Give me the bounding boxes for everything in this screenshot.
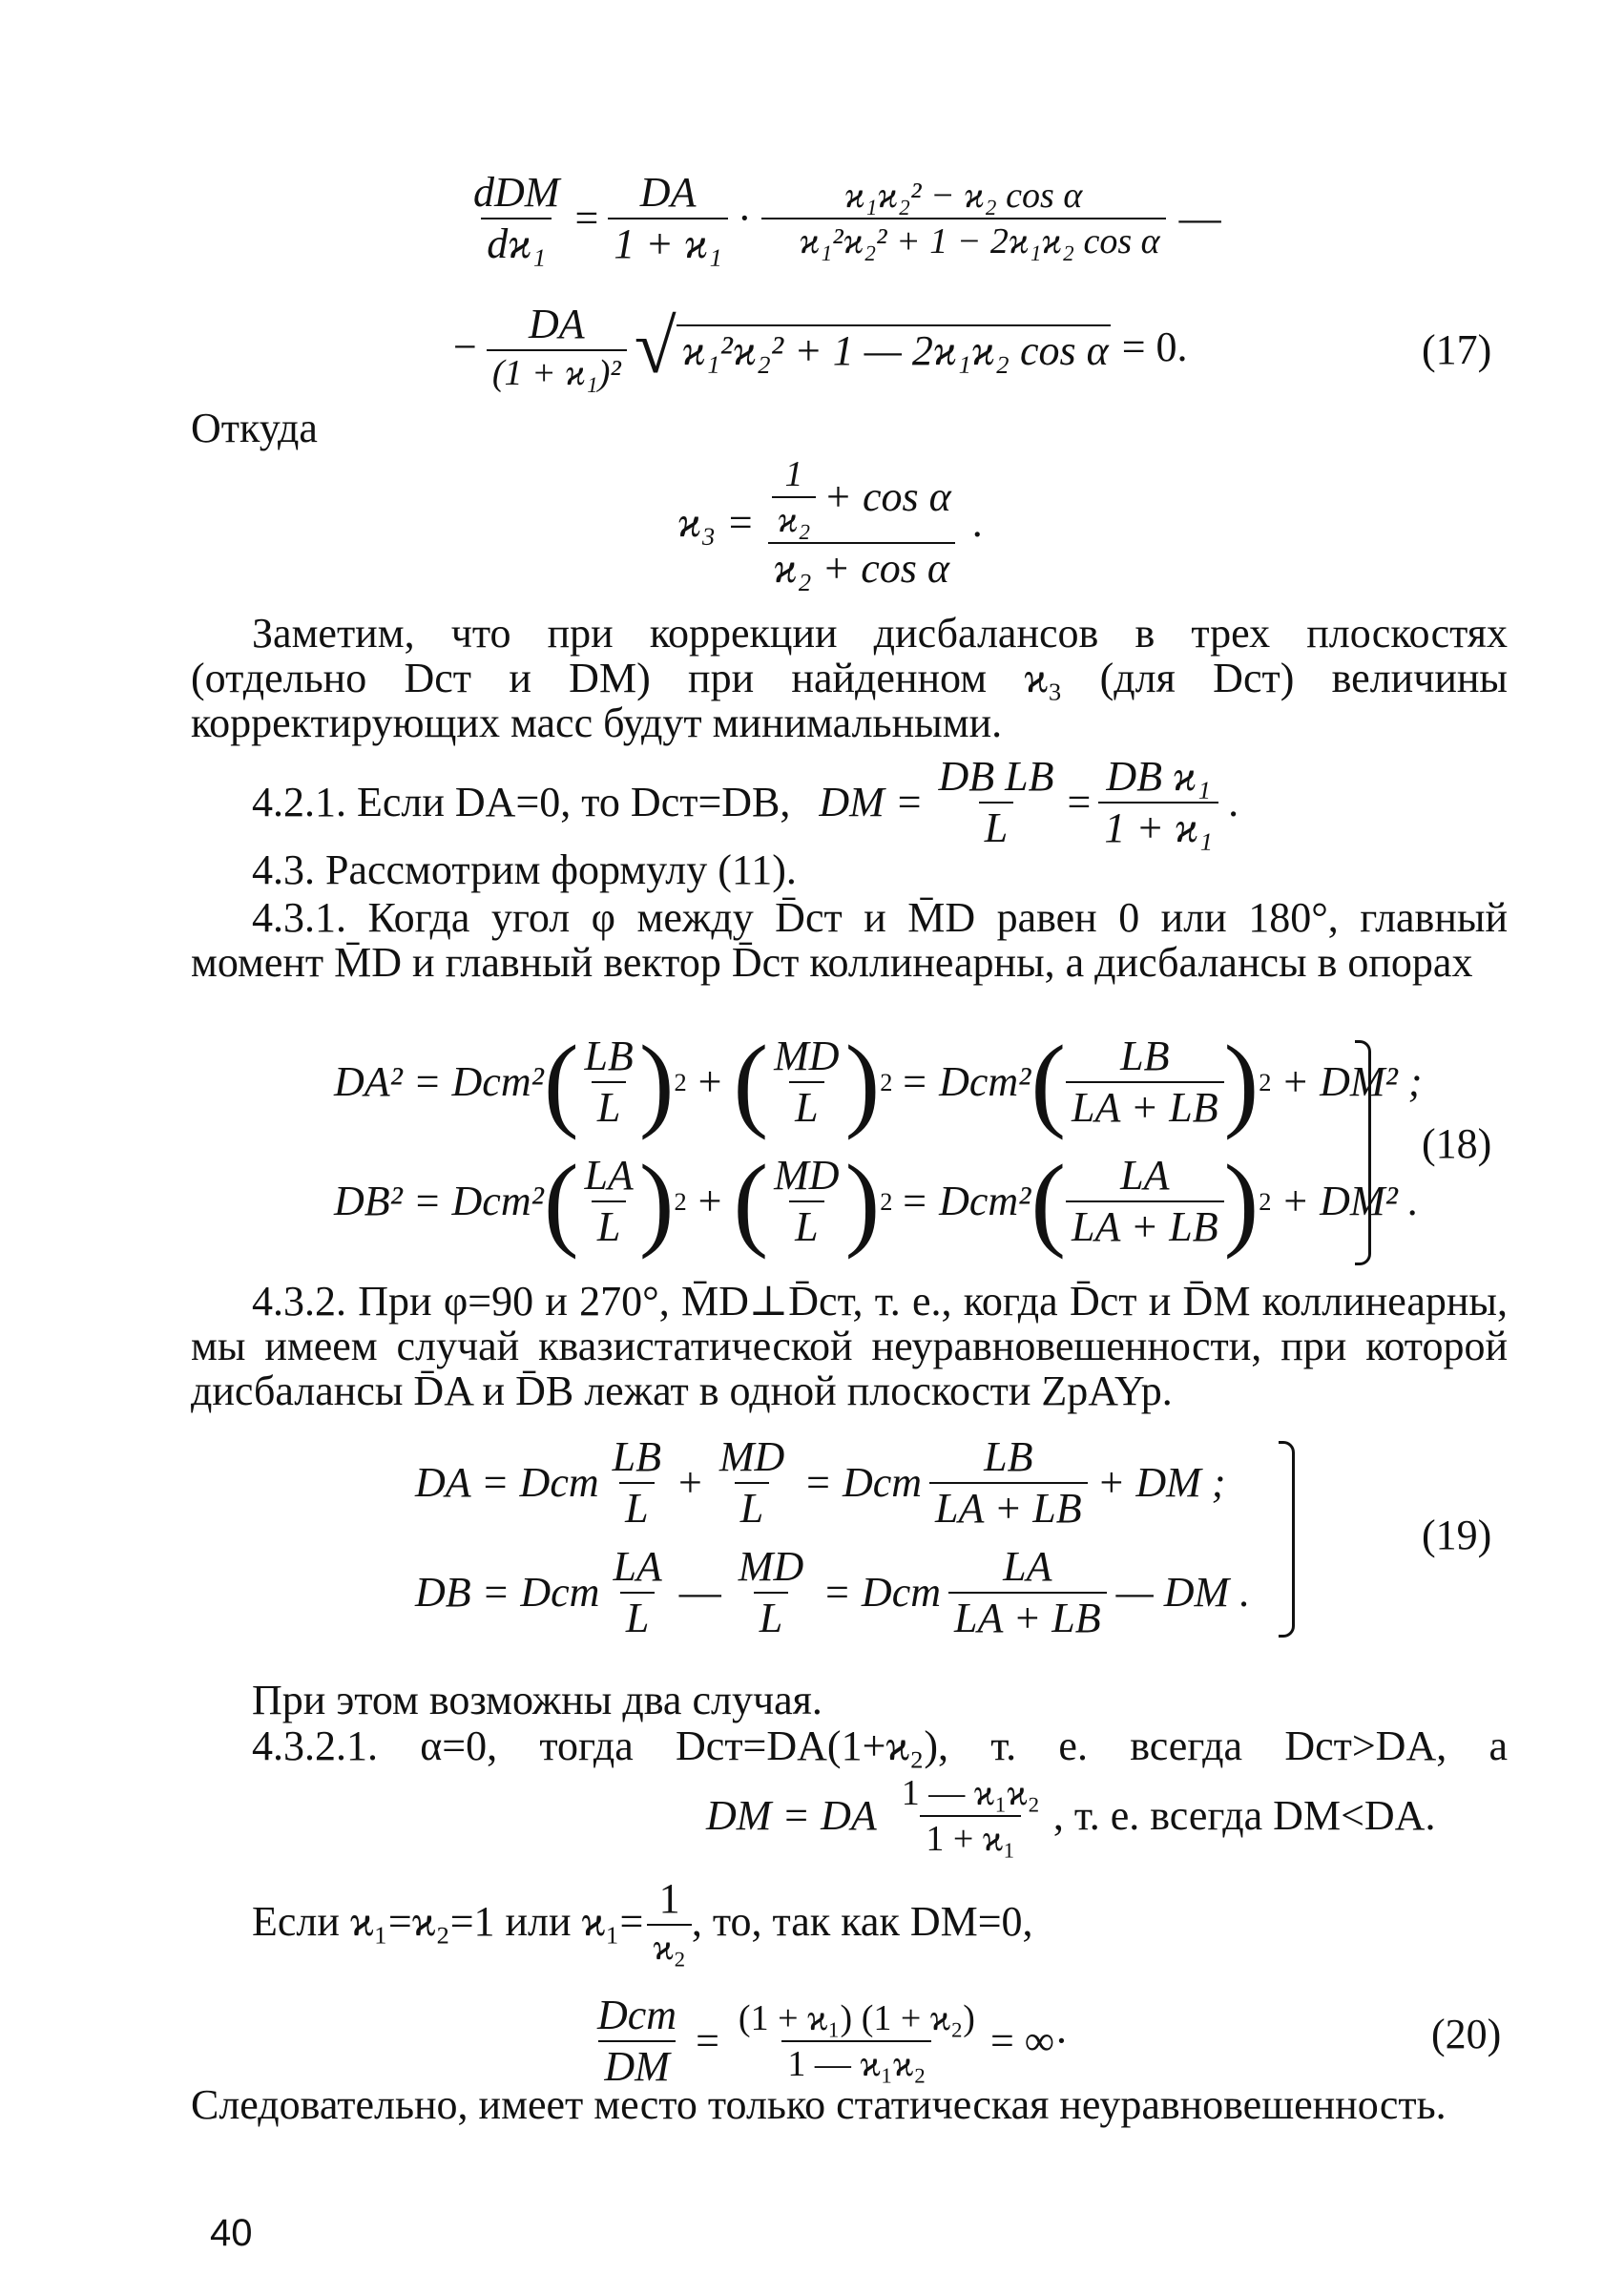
conclusion: Следовательно, имеет место только статическая неуравновешенность. [191,2081,1447,2128]
otkuda: Откуда [191,405,318,451]
esli-fraction: $\frac{1}{\text{ϰ₂}}$ [647,1878,692,1966]
eq18-brace [1355,1040,1371,1265]
eq18-line1: DA² = Dст² ( LB L ) 2 + ( MD L ) 2 = Dст² ( LB LA + LB ) 2 + DM² ; [334,1024,1423,1140]
paragraph-note: Заметим, что при коррекции дисбалансов в трех плоскостях (отдельно Dст и DM) при найденном ϰ₃ (для Dст) величины корректирующих масс будут минимальными. [191,610,1508,746]
page-number: 40 [210,2212,253,2254]
dm-line: DM = DA 1 — ϰ₁ϰ₂ 1 + ϰ₁ , т. е. всегда DM<DA. [706,1773,1436,1859]
item-4-2-1: 4.2.1. Если DA=0, то Dст=DB, DM = $\frac{\text{DB LB}}{L}$ = $\frac{\text{DB ϰ₁}}{\text{1 + ϰ₁}}$ . [252,753,1239,851]
eq19-line1: DA = Dст LB L + $\frac{MD}{L}$ = Dст LB LA + LB + DM ; [415,1433,1226,1532]
esli-line: Если ϰ₁=ϰ₂=1 или ϰ₁= $\frac{1}{\text{ϰ₂}}$ , то, так как DM=0, [252,1875,1033,1968]
eq19-line2: DB = Dст LA L — $\frac{MD}{L}$ = Dст LA LA + LB — DM . [415,1543,1251,1641]
equation-number-18: (18) [1422,1120,1492,1167]
eq18-line2: DB² = Dст² ( LA L ) 2 + ( MD L ) 2 = Dст² ( LA LA + LB ) 2 + DM² . [334,1143,1419,1260]
eq19-brace [1279,1441,1295,1638]
eq17-line2-fraction: $\frac{DA}{\text{(1 + ϰ₁)²}}$ [487,303,627,391]
item-4-3-2: 4.3.2. При φ=90 и 270°, M̄D⊥D̄ст, т. е., когда D̄ст и D̄M коллинеарны, мы имеем случай квазистатической неуравновешенности, при которой дисбалансы D̄A и D̄B лежат в одной плоскости ZpAYp. [191,1278,1508,1414]
eq20: Dст DM = $\frac{\text{(1 + ϰ₁) (1 + ϰ₂)}}{\text{1 — ϰ₁ϰ₂}}$ = ∞· [592,1994,1069,2088]
eq17-line1: dDM dϰ₁ = $\frac{DA}{\text{1 + ϰ₁}}$ · ϰ₁ϰ₂² − ϰ₂ cos α ϰ₁²ϰ₂² + 1 − 2ϰ₁ϰ₂ cos α — [468,172,1221,265]
dm-fraction-1: $\frac{\text{DB LB}}{L}$ [938,753,1054,851]
eq17-fraction-2: ϰ₁ϰ₂² − ϰ₂ cos α ϰ₁²ϰ₂² + 1 − 2ϰ₁ϰ₂ cos α [761,177,1166,260]
eq20-rhs-fraction: $\frac{\text{(1 + ϰ₁) (1 + ϰ₂)}}{\text{1 — ϰ₁ϰ₂}}$ [738,1998,975,2084]
eq17-square-root: √ ϰ₁²ϰ₂² + 1 — 2ϰ₁ϰ₂ cos α [634,305,1109,389]
eq17-line2: − $\frac{DA}{\text{(1 + ϰ₁)²}}$ √ ϰ₁²ϰ₂² + 1 — 2ϰ₁ϰ₂ cos α = 0. [453,301,1188,393]
equation-number-20: (20) [1431,2011,1502,2057]
eq17-root-denominator: ϰ₁²ϰ₂² + 1 − 2ϰ₁ϰ₂ cos α [761,218,1166,260]
item-4-3: 4.3. Рассмотрим формулу (11). [252,846,797,893]
equation-number-17: (17) [1422,326,1492,373]
item-4-3-2-1: 4.3.2.1. α=0, тогда Dст=DA(1+ϰ₂), т. е. всегда Dст>DA, а [252,1722,1508,1769]
dm-fraction-2: $\frac{\text{DB ϰ₁}}{\text{1 + ϰ₁}}$ [1098,756,1218,849]
two-cases: При этом возможны два случая. [252,1677,822,1723]
eq17-lhs-fraction: dDM dϰ₁ [473,169,560,267]
x3-formula: ϰ₃ = 1 ϰ₂ + cos α ϰ₂ + cos α . [677,454,983,592]
eq20-lhs-fraction: Dст DM [597,1992,677,2090]
equation-number-19: (19) [1422,1512,1492,1558]
item-4-3-1: 4.3.1. Когда угол φ между D̄ст и M̄D равен 0 или 180°, главный момент M̄D и главный вектор D̄ст коллинеарны, а дисбалансы в опорах [191,894,1508,986]
x3-fraction: 1 ϰ₂ + cos α ϰ₂ + cos α [766,456,957,590]
eq17-fraction-1: $\frac{DA}{\text{1 + ϰ₁}}$ [608,172,728,265]
dm-line-fraction: 1 — ϰ₁ϰ₂ 1 + ϰ₁ [901,1773,1040,1859]
